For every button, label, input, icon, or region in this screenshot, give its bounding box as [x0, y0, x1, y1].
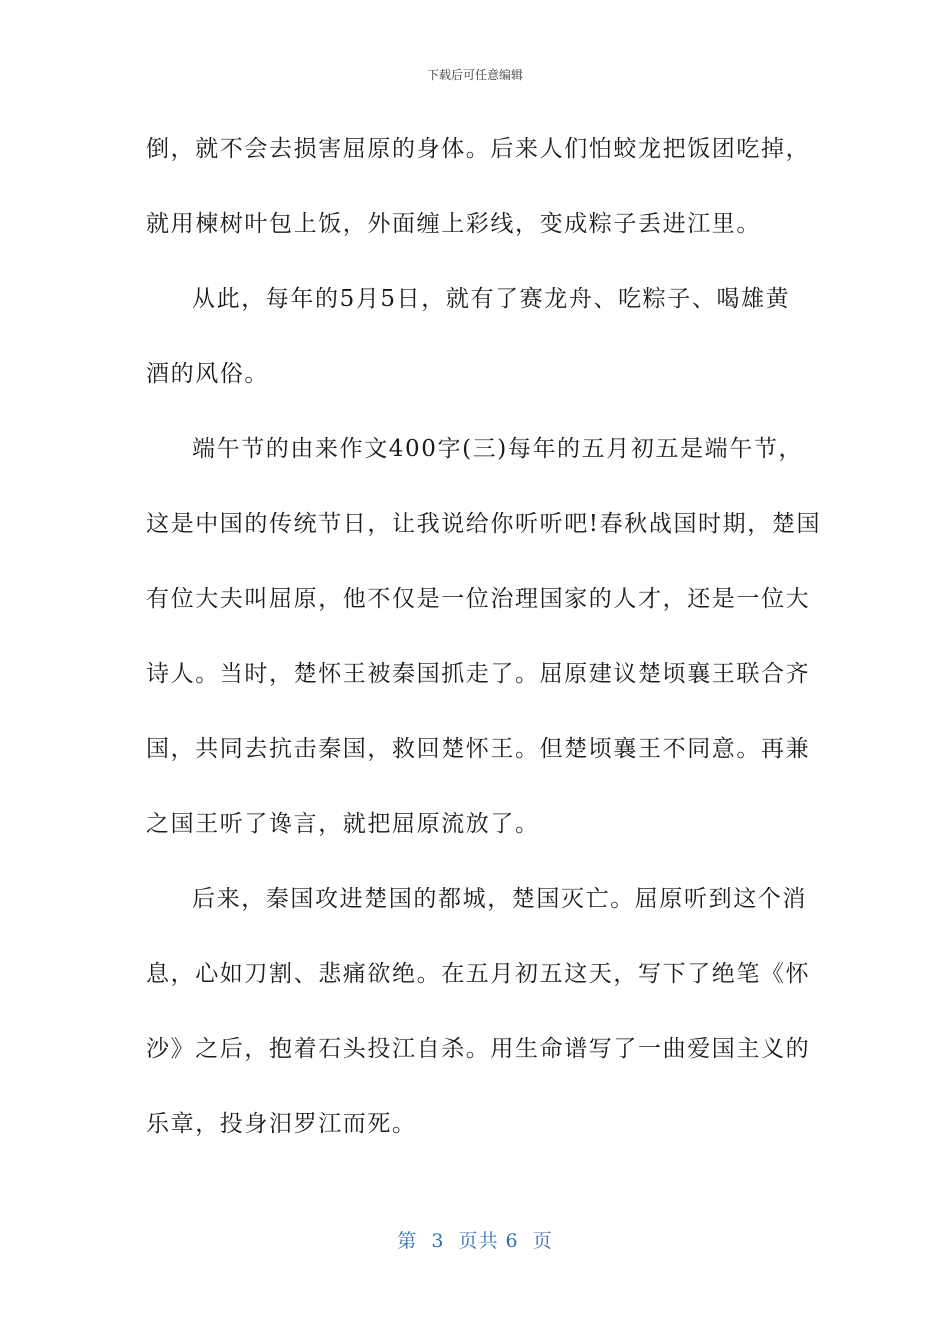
text-line-11: 后来，秦国攻进楚国的都城，楚国灭亡。屈原听到这个消: [192, 886, 807, 912]
text-line-7: 有位大夫叫屈原，他不仅是一位治理国家的人才，还是一位大: [146, 586, 811, 612]
text-line-13: 沙》之后，抱着石头投江自杀。用生命谱写了一曲爱国主义的: [146, 1036, 811, 1062]
text-line-9: 国，共同去抗击秦国，救回楚怀王。但楚顷襄王不同意。再兼: [146, 736, 811, 762]
text-line-2: 就用楝树叶包上饭，外面缠上彩线，变成粽子丢进江里。: [146, 211, 761, 237]
text-line-3: 从此，每年的5月5日，就有了赛龙舟、吃粽子、喝雄黄: [192, 286, 791, 312]
page-header: 下载后可任意编辑: [426, 68, 523, 82]
page-number-footer: 第 3 页共 6 页: [397, 1230, 553, 1252]
text-line-5: 端午节的由来作文400字(三)每年的五月初五是端午节，: [192, 436, 804, 462]
text-line-10: 之国王听了谗言，就把屈原流放了。: [146, 811, 540, 837]
text-line-14: 乐章，投身汨罗江而死。: [146, 1111, 417, 1137]
text-line-8: 诗人。当时，楚怀王被秦国抓走了。屈原建议楚顷襄王联合齐: [146, 661, 811, 687]
text-line-1: 倒，就不会去损害屈原的身体。后来人们怕蛟龙把饭团吃掉，: [146, 136, 811, 162]
text-line-4: 酒的风俗。: [146, 361, 269, 387]
text-line-6: 这是中国的传统节日，让我说给你听听吧!春秋战国时期，楚国: [146, 511, 822, 537]
text-line-12: 息，心如刀割、悲痛欲绝。在五月初五这天，写下了绝笔《怀: [146, 961, 811, 987]
